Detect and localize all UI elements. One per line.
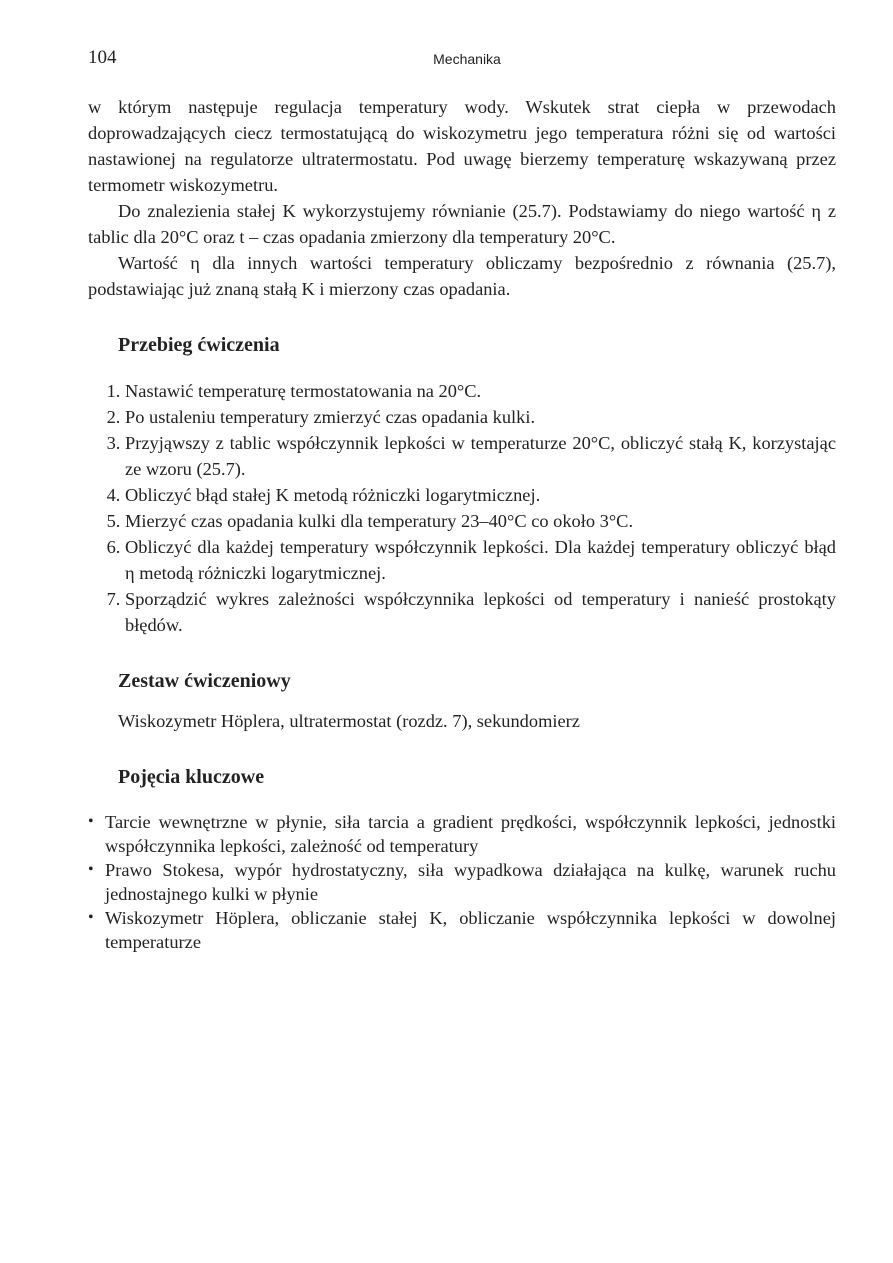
concept-item: [88, 858, 836, 906]
procedure-step: 5. Mierzyć czas opadania kulki dla temperatury 23–40°C co około 3°C.: [125, 508, 836, 534]
procedure-step: 4. Obliczyć błąd stałej K metodą różniczki logarytmicznej.: [125, 482, 836, 508]
concepts-list: [88, 810, 836, 954]
intro-paragraph-2: Do znalezienia stałej K wykorzystujemy równianie (25.7). Podstawiamy do niego wartość η z tablic dla 20°C oraz t – czas opadania zmierzony dla temperatury 20°C.: [88, 201, 836, 247]
procedure-step: 3. Przyjąwszy z tablic współczynnik lepkości w temperaturze 20°C, obliczyć stałą K, korzystając ze wzoru (25.7).: [125, 430, 836, 482]
procedure-step: 1. Nastawić temperaturę termostatowania na 20°C.: [125, 378, 836, 404]
concept-text: Prawo Stokesa, wypór hydrostatyczny, siła wypadkowa działająca na kulkę, warunek ruchu jednostajnego kulki w płynie: [105, 860, 836, 904]
page-number: 104: [88, 47, 117, 68]
concept-text: Wiskozymetr Höplera, obliczanie stałej K, obliczanie współczynnika lepkości w dowolnej temperaturze: [105, 908, 836, 952]
procedure-heading: Przebieg ćwiczenia: [118, 334, 280, 356]
bullet-icon: •: [88, 861, 94, 878]
concept-item: [88, 906, 836, 954]
procedure-step: 6. Obliczyć dla każdej temperatury współczynnik lepkości. Dla każdej temperatury obliczyć błąd η metodą różniczki logarytmicznej.: [125, 534, 836, 586]
concepts-heading: Pojęcia kluczowe: [118, 766, 265, 788]
concept-item: [88, 810, 836, 858]
procedure-steps: [88, 378, 836, 638]
procedure-step: 2. Po ustaleniu temperatury zmierzyć czas opadania kulki.: [125, 404, 836, 430]
equipment-heading: Zestaw ćwiczeniowy: [118, 670, 291, 692]
running-title: Mechanika: [433, 51, 501, 67]
page-header: [88, 47, 846, 71]
page-content: [88, 94, 836, 954]
equipment-text: Wiskozymetr Höplera, ultratermostat (rozdz. 7), sekundomierz: [118, 711, 580, 731]
bullet-icon: •: [88, 813, 94, 830]
intro-paragraph-3: Wartość η dla innych wartości temperatury obliczamy bezpośrednio z równania (25.7), podstawiając już znaną stałą K i mierzony czas opadania.: [88, 253, 836, 299]
concept-text: Tarcie wewnętrzne w płynie, siła tarcia a gradient prędkości, współczynnik lepkości, jednostki współczynnika lepkości, zależność od temperatury: [105, 812, 836, 856]
procedure-step: 7. Sporządzić wykres zależności współczynnika lepkości od temperatury i nanieść prostokąty błędów.: [125, 586, 836, 638]
bullet-icon: •: [88, 909, 94, 926]
intro-paragraph-1: w którym następuje regulacja temperatury wody. Wskutek strat ciepła w przewodach doprowadzających ciecz termostatującą do wiskozymetru jego temperatura różni się od wartości nastawionej na regulatorze ultratermostatu. Pod uwagę bierzemy temperaturę wskazywaną przez termometr wiskozymetru.: [88, 97, 836, 195]
